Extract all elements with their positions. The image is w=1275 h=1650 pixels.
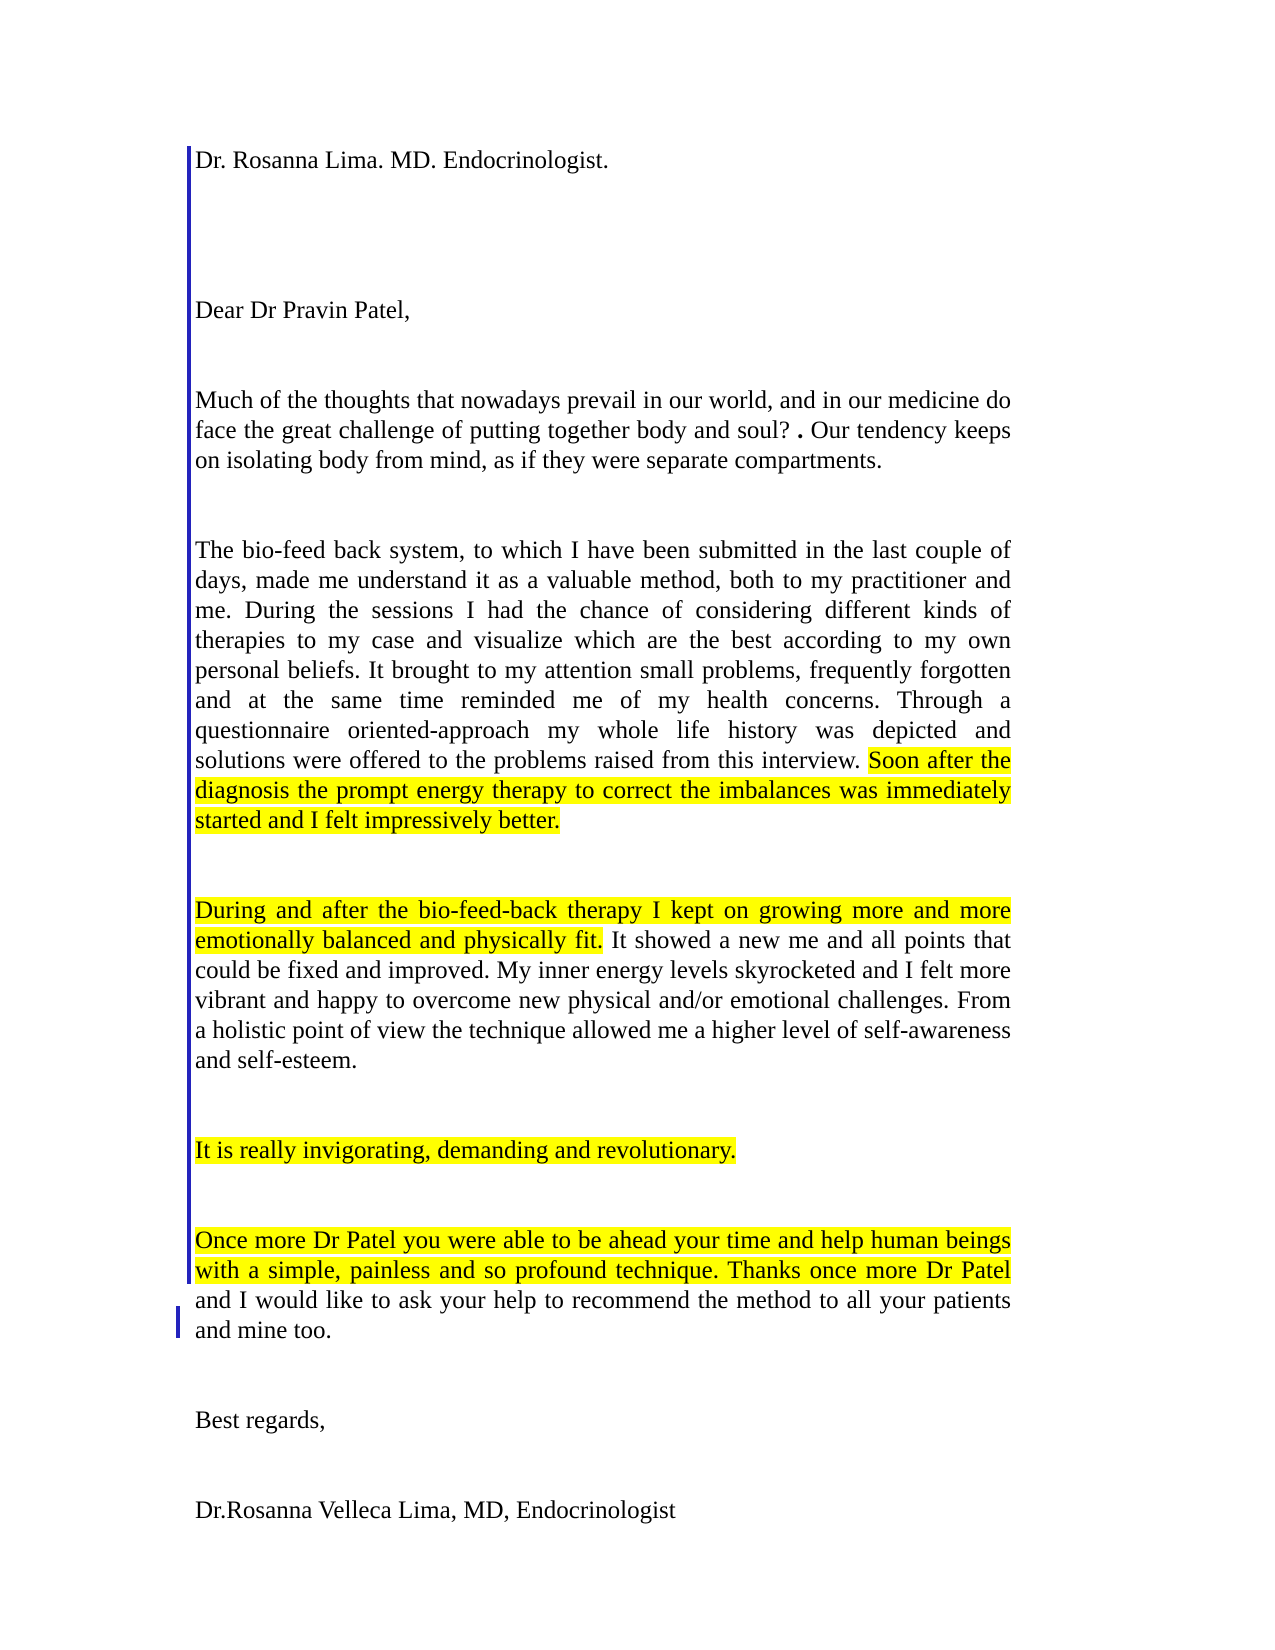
- body-paragraph-4-segment-0: It is really invigorating, demanding and revolutionary.: [195, 1137, 737, 1164]
- body-paragraph-1[interactable]: [195, 386, 1011, 476]
- salutation-segment-0: Dear Dr Pravin Patel,: [195, 297, 411, 324]
- body-paragraph-3-segment-1: It showed a new me and all points that could be fixed and improved. My inner energy levels skyrocketed and I felt more vibrant and happy to overcome new physical and/or emotional challenges. From a holistic point of view the technique allowed me a higher level of self-awareness and self-esteem.: [195, 927, 1011, 1074]
- closing[interactable]: [195, 1406, 1011, 1436]
- signature-line[interactable]: [195, 1496, 1011, 1526]
- body-paragraph-3-segment-0: During and after the bio-feed-back therapy I kept on growing more and more emotionally balanced and physically fit.: [195, 897, 1011, 954]
- body-paragraph-5[interactable]: [195, 1226, 1011, 1346]
- body-paragraph-5-segment-1: and I would like to ask your help to recommend the method to all your patients and mine too.: [195, 1287, 1011, 1344]
- body-paragraph-1-segment-0: Much of the thoughts that nowadays prevail in our world, and in our medicine do face the great challenge of putting together body and soul?: [195, 387, 1011, 444]
- body-paragraph-5-segment-0: Once more Dr Patel you were able to be ahead your time and help human beings with a simple, painless and so profound technique. Thanks once more Dr Patel: [195, 1227, 1011, 1284]
- signature-line-segment-0: Dr.Rosanna Velleca Lima, MD, Endocrinologist: [195, 1497, 676, 1524]
- body-paragraph-4[interactable]: [195, 1136, 1011, 1166]
- body-paragraph-3[interactable]: [195, 896, 1011, 1076]
- text-cursor: [176, 1306, 180, 1338]
- body-paragraph-2-segment-1: Soon after the diagnosis the prompt energy therapy to correct the imbalances was immediately started and I felt impressively better.: [195, 747, 1011, 834]
- change-tracking-bar: [187, 146, 191, 1284]
- closing-segment-0: Best regards,: [195, 1407, 326, 1434]
- letter-header-line[interactable]: [195, 146, 1011, 176]
- letter-header-line-segment-0: Dr. Rosanna Lima. MD. Endocrinologist.: [195, 147, 609, 174]
- body-paragraph-1-segment-2: Our tendency keeps on isolating body from mind, as if they were separate compartments.: [195, 417, 1011, 474]
- body-paragraph-1-segment-1: .: [797, 417, 804, 444]
- body-paragraph-2[interactable]: [195, 536, 1011, 836]
- letter-body[interactable]: [195, 146, 1011, 1526]
- body-paragraph-2-segment-0: The bio-feed back system, to which I have been submitted in the last couple of days, made me understand it as a valuable method, both to my practitioner and me. During the sessions I had the chance of considering different kinds of therapies to my case and visualize which are the best according to my own personal beliefs. It brought to my attention small problems, frequently forgotten and at the same time reminded me of my health concerns. Through a questionnaire oriented-approach my whole life history was depicted and solutions were offered to the problems raised from this interview.: [195, 537, 1011, 774]
- salutation[interactable]: [195, 296, 1011, 326]
